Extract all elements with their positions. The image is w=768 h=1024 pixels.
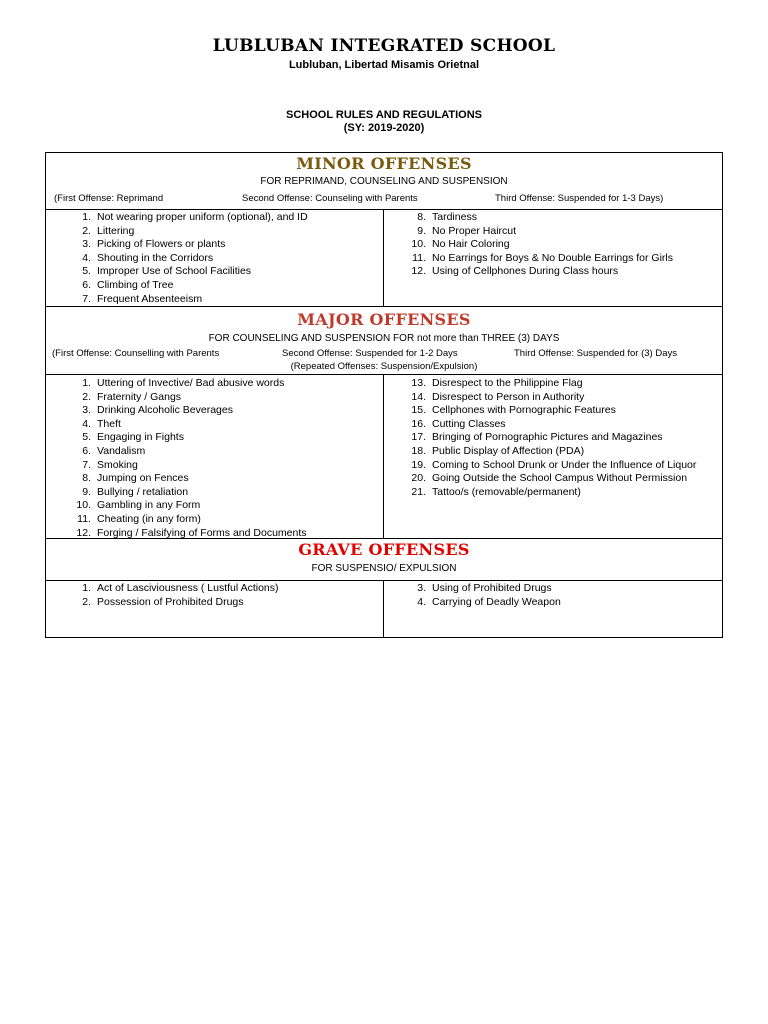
minor-first-offense: (First Offense: Reprimand	[54, 193, 164, 204]
major-offenses-title: MAJOR OFFENSES	[297, 310, 471, 329]
offense-text: Using of Prohibited Drugs	[432, 582, 552, 594]
offense-item	[46, 404, 383, 418]
offense-number: 9.	[82, 485, 91, 498]
offense-number: 4.	[417, 595, 426, 608]
offense-text: Tardiness	[432, 211, 477, 223]
offense-item	[384, 445, 722, 459]
offense-text: Engaging in Fights	[97, 431, 184, 444]
major-offenses-body	[46, 375, 722, 539]
offense-item	[46, 472, 383, 486]
offense-text: Jumping on Fences	[97, 472, 189, 485]
offense-number: 3.	[417, 582, 426, 594]
offense-text: Picking of Flowers or plants	[97, 238, 226, 251]
offense-item	[384, 238, 722, 252]
minor-left-column	[46, 210, 384, 306]
offense-number: 12.	[76, 526, 91, 539]
offense-item	[384, 265, 722, 279]
offense-number: 3.	[82, 238, 91, 251]
offense-item	[384, 472, 722, 486]
offense-number: 4.	[82, 417, 91, 430]
offense-number: 5.	[82, 265, 91, 278]
offense-number: 11.	[412, 251, 426, 264]
offense-number: 4.	[82, 251, 91, 264]
offense-text: Improper Use of School Facilities	[97, 265, 252, 278]
offense-number: 2.	[82, 224, 91, 237]
grave-right-column	[384, 581, 722, 637]
offense-item	[384, 211, 722, 225]
document-title	[0, 109, 768, 135]
offense-item	[384, 582, 722, 596]
major-repeated-offenses: (Repeated Offenses: Suspension/Expulsion)	[290, 361, 478, 372]
major-offenses-subtitle: FOR COUNSELING AND SUSPENSION FOR not more than THREE (3) DAYS	[208, 333, 560, 344]
offense-text: Cutting Classes	[432, 417, 506, 430]
minor-offenses-header	[46, 153, 722, 210]
offense-text: No Proper Haircut	[432, 224, 517, 237]
offense-item	[46, 211, 383, 225]
grave-offenses-body	[46, 581, 722, 637]
offense-item	[46, 596, 383, 610]
offense-number: 20.	[411, 472, 426, 485]
offense-item	[46, 377, 383, 391]
offense-item	[46, 499, 383, 513]
grave-offenses-subtitle: FOR SUSPENSIO/ EXPULSION	[311, 563, 457, 574]
offense-text: Theft	[97, 417, 121, 430]
offense-list	[46, 211, 383, 306]
offense-number: 17.	[411, 431, 426, 444]
offense-list	[384, 582, 722, 609]
offense-text: Fraternity / Gangs	[97, 390, 182, 403]
school-address: Lubluban, Libertad Misamis Orietnal	[288, 59, 480, 71]
grave-offenses-header	[46, 539, 722, 581]
offense-item	[46, 459, 383, 473]
offense-text: Gambling in any Form	[97, 499, 201, 512]
offense-item	[46, 513, 383, 527]
offense-item	[46, 418, 383, 432]
offense-text: Possession of Prohibited Drugs	[97, 595, 244, 608]
offense-text: Smoking	[97, 458, 138, 471]
offense-text: Coming to School Drunk or Under the Influence of Liquor	[432, 458, 697, 471]
offense-number: 7.	[82, 458, 91, 471]
minor-right-column	[384, 210, 722, 306]
offense-item	[46, 252, 383, 266]
minor-third-offense: Third Offense: Suspended for 1-3 Days)	[495, 193, 664, 204]
offense-text: Frequent Absenteeism	[97, 292, 203, 305]
offense-number: 6.	[82, 278, 91, 291]
major-right-column	[384, 375, 722, 538]
grave-left-column	[46, 581, 384, 637]
offense-number: 12.	[411, 265, 426, 278]
offense-item	[46, 431, 383, 445]
offense-item	[46, 527, 383, 541]
offense-number: 21.	[411, 485, 426, 498]
offense-item	[46, 445, 383, 459]
offense-number: 1.	[82, 582, 91, 594]
major-third-offense: Third Offense: Suspended for (3) Days	[514, 348, 677, 359]
offense-text: Carrying of Deadly Weapon	[432, 595, 561, 608]
offense-item	[384, 404, 722, 418]
rules-table	[45, 152, 723, 638]
offense-number: 19.	[411, 458, 426, 471]
offense-text: Cellphones with Pornographic Features	[432, 404, 616, 417]
offense-text: Bullying / retaliation	[97, 485, 189, 498]
offense-item	[384, 596, 722, 610]
offense-item	[384, 486, 722, 500]
offense-item	[384, 377, 722, 391]
offense-number: 3.	[82, 404, 91, 417]
offense-text: Not wearing proper uniform (optional), and ID	[97, 211, 308, 223]
offense-number: 18.	[411, 444, 426, 457]
offense-number: 5.	[82, 431, 91, 444]
offense-text: No Earrings for Boys & No Double Earrings for Girls	[432, 251, 674, 264]
offense-text: Vandalism	[97, 444, 146, 457]
offense-number: 10.	[76, 499, 91, 512]
offense-text: Bringing of Pornographic Pictures and Magazines	[432, 431, 663, 444]
major-offense-levels	[46, 347, 722, 361]
offense-text: Shouting in the Corridors	[97, 251, 214, 264]
offense-item	[46, 582, 383, 596]
offense-text: Forging / Falsifying of Forms and Documents	[97, 526, 307, 539]
offense-number: 8.	[417, 211, 426, 223]
offense-list	[384, 377, 722, 499]
major-offenses-header	[46, 307, 722, 375]
offense-number: 16.	[411, 417, 426, 430]
offense-list	[46, 377, 383, 540]
offense-number: 9.	[417, 224, 426, 237]
offense-number: 10.	[411, 238, 426, 251]
offense-item	[384, 459, 722, 473]
offense-number: 13.	[411, 377, 426, 389]
major-first-offense: (First Offense: Counselling with Parents	[52, 348, 220, 359]
offense-item	[46, 225, 383, 239]
offense-item	[46, 279, 383, 293]
offense-text: Using of Cellphones During Class hours	[432, 265, 619, 278]
offense-number: 2.	[82, 390, 91, 403]
offense-text: Littering	[97, 224, 135, 237]
offense-text: Drinking Alcoholic Beverages	[97, 404, 233, 417]
minor-offenses-subtitle: FOR REPRIMAND, COUNSELING AND SUSPENSION	[260, 176, 508, 187]
minor-offenses-title: MINOR OFFENSES	[296, 154, 472, 173]
offense-number: 15.	[411, 404, 426, 417]
offense-number: 6.	[82, 444, 91, 457]
offense-item	[46, 486, 383, 500]
school-name: LUBLUBAN INTEGRATED SCHOOL	[212, 36, 556, 56]
offense-number: 1.	[82, 211, 91, 223]
minor-offenses-body	[46, 210, 722, 307]
offense-item	[46, 238, 383, 252]
minor-offense-levels	[46, 192, 722, 206]
offense-number: 11.	[77, 512, 91, 525]
offense-text: Climbing of Tree	[97, 278, 174, 291]
offense-list	[46, 582, 383, 609]
offense-text: Tattoo/s (removable/permanent)	[432, 485, 581, 498]
offense-item	[384, 391, 722, 405]
offense-list	[384, 211, 722, 279]
offense-text: Act of Lasciviousness ( Lustful Actions)	[97, 582, 279, 594]
offense-text: Disrespect to the Philippine Flag	[432, 377, 583, 389]
grave-offenses-title: GRAVE OFFENSES	[298, 540, 470, 559]
offense-text: No Hair Coloring	[432, 238, 510, 251]
offense-text: Cheating (in any form)	[97, 512, 201, 525]
offense-number: 1.	[82, 377, 91, 389]
offense-number: 8.	[82, 472, 91, 485]
offense-text: Disrespect to Person in Authority	[432, 390, 585, 403]
offense-item	[384, 418, 722, 432]
major-left-column	[46, 375, 384, 538]
offense-item	[46, 265, 383, 279]
offense-text: Uttering of Invective/ Bad abusive words	[97, 377, 285, 389]
offense-number: 2.	[82, 595, 91, 608]
school-year: (SY: 2019-2020)	[343, 122, 425, 134]
major-second-offense: Second Offense: Suspended for 1-2 Days	[282, 348, 458, 359]
offense-item	[46, 293, 383, 307]
offense-text: Going Outside the School Campus Without Permission	[432, 472, 688, 485]
offense-item	[384, 252, 722, 266]
minor-second-offense: Second Offense: Counseling with Parents	[242, 193, 418, 204]
offense-number: 7.	[82, 292, 91, 305]
offense-number: 14.	[411, 390, 426, 403]
offense-text: Public Display of Affection (PDA)	[432, 444, 585, 457]
offense-item	[46, 391, 383, 405]
offense-item	[384, 431, 722, 445]
document-title-text: SCHOOL RULES AND REGULATIONS	[286, 109, 482, 121]
offense-item	[384, 225, 722, 239]
